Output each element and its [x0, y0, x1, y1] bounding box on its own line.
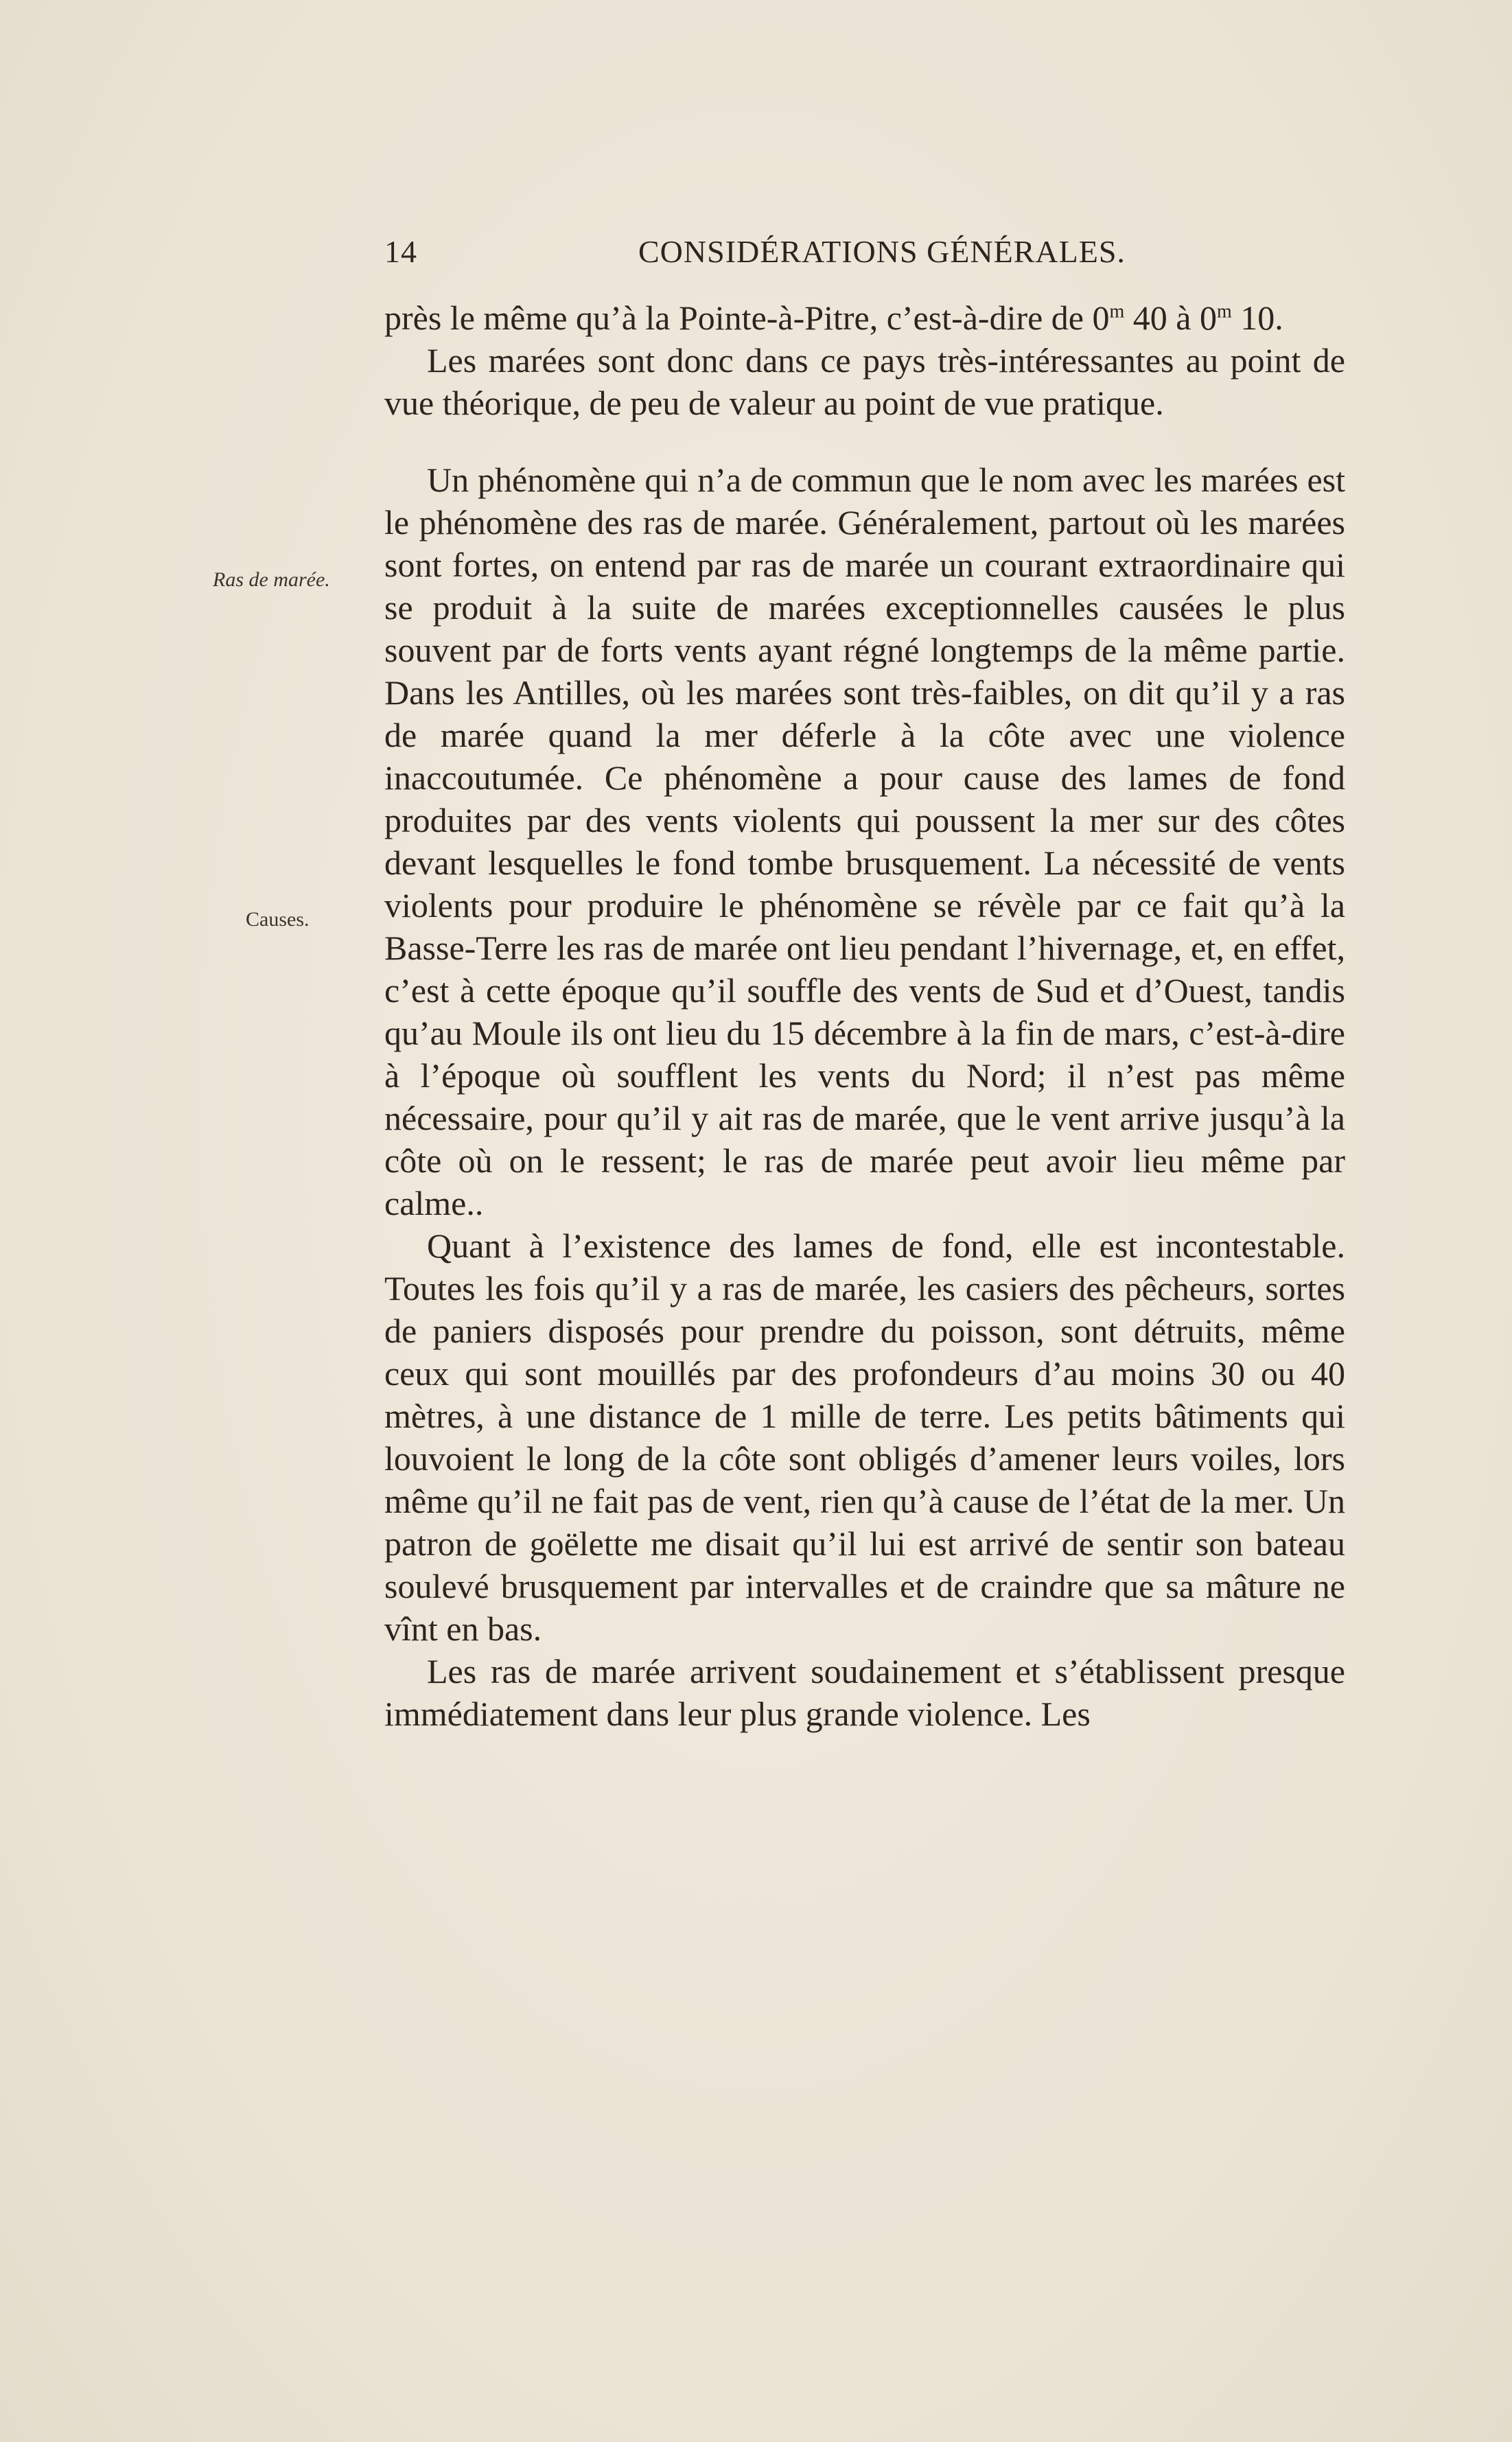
- unit-superscript-1: m: [1109, 301, 1125, 323]
- unit-superscript-2: m: [1216, 301, 1232, 323]
- paragraph-continuation: [384, 296, 1345, 339]
- paragraph-3: Un phénomène qui n’a de commun que le nom avec les marées est le phénomène des ras de marée. Généralement, partout où les marées sont fortes, on entend par ras de marée un courant extraordinaire qui se produit à la suite de marées exceptionnelles causées le plus souvent par de forts vents ayant régné longtemps de la même partie. Dans les Antilles, où les marées sont très-faibles, on dit qu’il y a ras de marée quand la mer déferle à la côte avec une violence inaccoutumée. Ce phénomène a pour cause des lames de fond produites par des vents violents qui poussent la mer sur des côtes devant lesquelles le fond tombe brusquement. La nécessité de vents violents pour produire le phénomène se révèle par ce fait qu’à la Basse-Terre les ras de marée ont lieu pendant l’hivernage, et, en effet, c’est à cette époque qu’il souffle des vents de Sud et d’Ouest, tandis qu’au Moule ils ont lieu du 15 décembre à la fin de mars, c’est-à-dire à l’époque où soufflent les vents du Nord; il n’est pas même nécessaire, pour qu’il y ait ras de marée, que le vent arrive jusqu’à la côte où on le ressent; le ras de marée peut avoir lieu même par calme..: [384, 461, 1345, 1222]
- paragraph-4: Quant à l’existence des lames de fond, elle est incontestable. Toutes les fois qu’il y a ras de marée, les casiers des pêcheurs, sortes de paniers disposés pour prendre du poisson, sont détruits, même ceux qui sont mouillés par des profondeurs d’au moins 30 ou 40 mètres, à une distance de 1 mille de terre. Les petits bâtiments qui louvoient le long de la côte sont obligés d’amener leurs voiles, lors même qu’il ne fait pas de vent, rien qu’à cause de l’état de la mer. Un patron de goëlette me disait qu’il lui est arrivé de sentir son bateau soulevé brusquement par intervalles et de craindre que sa mâture ne vînt en bas.: [384, 1226, 1345, 1648]
- running-title: CONSIDÉRATIONS GÉNÉRALES.: [638, 234, 1126, 269]
- margin-note-causes: Causes.: [246, 908, 310, 931]
- paragraph-1-text-b: 40 à 0: [1124, 299, 1217, 337]
- paragraph-1-text-c: 10.: [1231, 299, 1283, 337]
- page-number: 14: [384, 234, 417, 269]
- paragraph-2: Les marées sont donc dans ce pays très-intéressantes au point de vue théorique, de peu de valeur au point de vue pratique.: [384, 341, 1345, 422]
- body-text: [384, 296, 1345, 1735]
- margin-note-ras-de-maree: Ras de marée.: [213, 568, 330, 591]
- paragraph-1-text-a: près le même qu’à la Pointe-à-Pitre, c’est-à-dire de 0: [384, 299, 1110, 337]
- paragraph-5: Les ras de marée arrivent soudainement et s’établissent presque immédiatement dans leur plus grande violence. Les: [384, 1652, 1345, 1733]
- page-header: [384, 233, 1345, 288]
